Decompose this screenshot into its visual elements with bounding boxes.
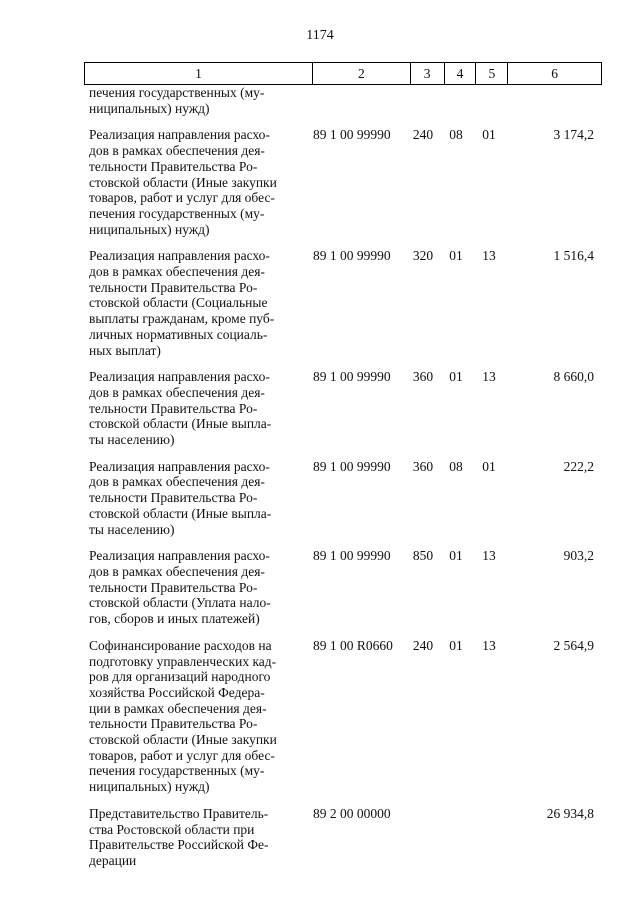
row-section: 01 <box>449 248 463 264</box>
row-expense-type <box>408 85 438 116</box>
row-subsection <box>474 806 504 869</box>
column-header-6: 6 <box>551 65 559 81</box>
table-body <box>84 85 602 880</box>
row-subsection <box>474 85 504 116</box>
column-header-1: 1 <box>85 63 313 84</box>
table-row <box>84 638 602 795</box>
row-name: Реализация направления расхо- дов в рамках обеспечения дея- тельности Правительства Ро- стовской области (Иные выпла- ты населению) <box>89 458 272 537</box>
row-section: 08 <box>449 127 463 143</box>
row-name: Реализация направления расхо- дов в рамках обеспечения дея- тельности Правительства Ро- стовской области (Социальные выплаты гражданам, кроме пуб- личных нормативных социаль- ных выплат) <box>89 248 275 358</box>
row-expense-type: 850 <box>412 548 434 564</box>
row-subsection: 13 <box>482 548 496 564</box>
row-expense-type: 240 <box>412 127 434 143</box>
row-subsection: 13 <box>482 248 496 264</box>
row-code: 89 1 00 99990 <box>313 458 391 474</box>
table-row <box>84 806 602 869</box>
row-code: 89 1 00 99990 <box>313 248 391 264</box>
table-row <box>84 548 602 627</box>
column-header-3: 3 <box>411 63 445 84</box>
row-sum: 1 516,4 <box>553 248 594 264</box>
row-name: печения государственных (му- ниципальных) нужд) <box>89 85 265 116</box>
table-row <box>84 459 602 538</box>
column-header-5: 5 <box>476 63 508 84</box>
row-subsection: 01 <box>482 458 496 474</box>
row-code: 89 1 00 99990 <box>313 548 391 564</box>
table-row <box>84 248 602 358</box>
row-expense-type: 240 <box>412 637 434 653</box>
row-name: Реализация направления расхо- дов в рамках обеспечения дея- тельности Правительства Ро- стовской области (Иные закупки товаров, работ и услуг для обес- печения государственных (му- ниципальных) нужд) <box>89 127 277 237</box>
row-section: 08 <box>449 458 463 474</box>
table-row <box>84 85 602 116</box>
row-sum: 903,2 <box>563 548 594 564</box>
column-header-4: 4 <box>445 63 477 84</box>
row-sum <box>504 85 600 116</box>
table-header <box>84 62 602 85</box>
row-code: 89 1 00 99990 <box>313 127 391 143</box>
row-code: 89 1 00 99990 <box>313 369 391 385</box>
row-expense-type: 360 <box>412 458 434 474</box>
row-sum: 26 934,8 <box>546 805 594 821</box>
row-sum: 8 660,0 <box>553 369 594 385</box>
row-section: 01 <box>449 548 463 564</box>
row-name: Представительство Правитель- ства Ростовской области при Правительстве Российской Фе- дерации <box>89 805 269 868</box>
page-number: 1174 <box>306 28 334 43</box>
row-code <box>308 85 408 116</box>
row-name: Софинансирование расходов на подготовку управленческих кад- ров для организаций народного хозяйства Российской Федера- ции в рамках обеспечения дея- тельности Правительства Ро- стовской области (Иные закупки товаров, работ и услуг для обес- печения государственных (му- ниципальных) нужд) <box>89 637 277 795</box>
table-row <box>84 127 602 237</box>
row-expense-type: 360 <box>412 369 434 385</box>
row-subsection: 01 <box>482 127 496 143</box>
column-header-2: 2 <box>313 63 411 84</box>
row-section <box>438 85 474 116</box>
row-sum: 222,2 <box>563 458 594 474</box>
row-expense-type: 320 <box>412 248 434 264</box>
row-section: 01 <box>449 637 463 653</box>
row-name: Реализация направления расхо- дов в рамках обеспечения дея- тельности Правительства Ро- стовской области (Иные выпла- ты населению) <box>89 369 272 448</box>
table-row <box>84 369 602 448</box>
row-sum: 2 564,9 <box>553 637 594 653</box>
row-subsection: 13 <box>482 637 496 653</box>
row-code: 89 1 00 R0660 <box>313 637 393 653</box>
row-sum: 3 174,2 <box>553 127 594 143</box>
row-expense-type <box>408 806 438 869</box>
row-name: Реализация направления расхо- дов в рамках обеспечения дея- тельности Правительства Ро- стовской области (Уплата нало- гов, сборов и иных платежей) <box>89 548 271 627</box>
row-code: 89 2 00 00000 <box>313 805 391 821</box>
row-section: 01 <box>449 369 463 385</box>
row-section <box>438 806 474 869</box>
row-subsection: 13 <box>482 369 496 385</box>
